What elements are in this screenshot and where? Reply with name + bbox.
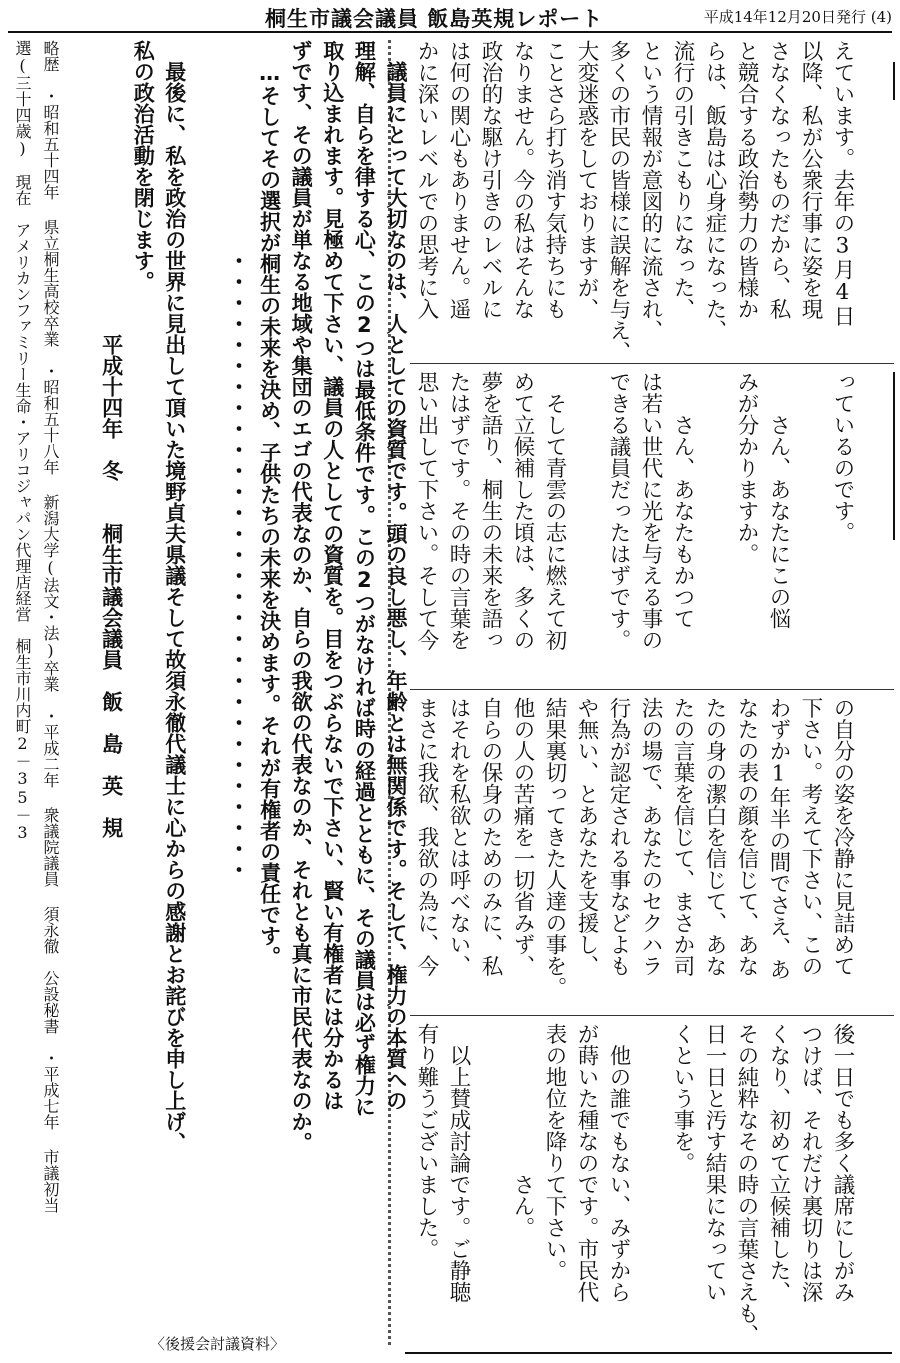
text-line: まさに我欲、我欲の為に、今: [414, 697, 439, 977]
text-line: そして青雲の志に燃えて初: [542, 371, 567, 651]
block-separator: [410, 363, 894, 364]
text-line: めて立候補した頃は、多くの: [510, 371, 535, 651]
text-line: [634, 1023, 666, 1348]
closing-line: ・・・・・・・・・・・・・・・・・・・・・・・・・・・・・・: [225, 40, 250, 880]
text-line: っているのです。: [830, 371, 855, 543]
text-line: 有り難うございました。: [414, 1023, 439, 1260]
text-line: その純粋なその時の言葉さえも、: [734, 1023, 759, 1346]
text-line: くという事を。: [670, 1023, 695, 1174]
closing-line: 平成十四年 冬 桐生市議会議員 飯 島 英 規: [99, 40, 124, 838]
text-line: はそれを私欲とは呼べない、: [446, 697, 471, 977]
biography: [8, 40, 64, 1330]
text-line: 政治的な駆け引きのレベルに: [478, 40, 503, 320]
text-line: 行為が認定される事などよも: [606, 697, 631, 977]
text-line: ことさら打ち消す気持ちにも: [542, 40, 567, 320]
text-line: つけば、それだけ裏切りは深: [798, 1023, 823, 1303]
text-line: が蒔いた種なのです。市民代: [574, 1023, 599, 1303]
text-line: できる議員だったはずです。: [606, 371, 631, 651]
closing-line: ずです、その議員が単なる地域や集団のエゴの代表なのか、自らの我欲の代表なのか、それとも真に市民代表なのか。: [289, 40, 314, 1153]
text-line: は若い世代に光を与える事の: [638, 371, 663, 651]
closing-line: 私の政治活動を閉じます。: [131, 40, 156, 292]
text-line: [474, 1023, 506, 1348]
text-line: わずか1年半の間でさえ、あ: [766, 697, 791, 980]
text-line: 他の誰でもない、みずから: [606, 1023, 631, 1303]
text-line: 法の場で、あなたのセクハラ: [638, 697, 663, 977]
text-line: さん、あなたにこの悩: [766, 371, 791, 629]
report-title: 桐生市議会議員 飯島英規レポート: [265, 7, 604, 31]
text-line: 以降、私が公衆行事に姿を現: [798, 40, 823, 320]
text-block-a: [410, 40, 858, 363]
closing-line: 議員にとって大切なのは、人としての資質です。頭の良し悪し、年齢とは無関係です。そして、権力の本質への: [383, 40, 408, 1111]
text-line: 大変迷惑をしておりますが、: [574, 40, 599, 320]
text-line: 思い出して下さい。そして今: [414, 371, 439, 651]
closing-line: 最後に、私を政治の世界に見出して頂いた境野貞夫県議そして故須永徹代議士に心からの感謝とお詫びを申し上げ、: [162, 40, 187, 1153]
closing-message: [95, 40, 411, 1345]
text-line: なたの表の顔を信じて、あな: [734, 697, 759, 977]
issue-date: 平成14年12月20日発行 (4): [703, 8, 892, 26]
side-mark: [893, 62, 895, 100]
text-line: 多くの市民の皆様に誤解を与え、: [606, 40, 631, 363]
text-line: 下さい。考えて下さい、この: [798, 697, 823, 977]
bio-line: 選(三十四歳) 現在 アメリカンファミリー生命・アリコジャパン代理店経営 桐生市川内町2－35－3: [13, 40, 32, 842]
text-block-d: [410, 1023, 858, 1348]
text-line: たはずです。その時の言葉を: [446, 371, 471, 651]
closing-line: [190, 40, 222, 1345]
header-rule: [8, 31, 892, 33]
closing-line: 理解、自らを律する心、この2つは最低条件です。この2つがなければ時の経過とともに、その議員は必ず権力に: [352, 40, 377, 1117]
text-block-c: [410, 697, 858, 1007]
text-line: 他の人の苦痛を一切省みず、: [510, 697, 535, 977]
text-line: えています。去年の3月4日: [830, 40, 855, 327]
block-separator: [410, 1015, 894, 1016]
text-line: [698, 371, 730, 681]
text-line: くなり、初めて立候補した、: [766, 1023, 791, 1303]
footer-rule: [405, 1352, 892, 1354]
text-line: 以上賛成討論です。ご静聴: [446, 1023, 471, 1303]
text-block-b: [410, 371, 858, 681]
block-separator: [410, 689, 894, 690]
side-mark: [893, 372, 895, 540]
text-line: 自らの保身のためのみに、私: [478, 697, 503, 977]
text-line: 表の地位を降りて下さい。: [542, 1023, 567, 1281]
text-line: の自分の姿を冷静に見詰めて: [830, 697, 855, 977]
text-line: と競合する政治勢力の皆様か: [734, 40, 759, 320]
bio-line: 略歴 ・昭和五十四年 県立桐生高校卒業 ・昭和五十八年 新潟大学(法文・法)卒業 ・平成二年 衆議院議員 須永徹 公設秘書 ・平成七年 市議初当: [41, 40, 60, 1213]
text-line: 後一日でも多く議席にしがみ: [830, 1023, 855, 1303]
text-line: さん、あなたもかつて: [670, 371, 695, 629]
closing-line: …そしてその選択が桐生の未来を決め、子供たちの未来を決めます。それが有権者の責任です。: [257, 40, 282, 967]
text-line: は何の関心もありません。遥: [446, 40, 471, 320]
text-line: さなくなったものだから、私: [766, 40, 791, 320]
text-line: なりません。今の私はそんな: [510, 40, 535, 320]
caption: 〈後援会討議資料〉: [150, 1335, 286, 1353]
text-line: みが分かりますか。: [734, 371, 759, 565]
text-line: かに深いレベルでの思考に入: [414, 40, 439, 320]
text-line: や無い、とあなたを支援し、: [574, 697, 599, 977]
text-line: らは、飯島は心身症になった、: [702, 40, 727, 341]
closing-line: 取り込まれます。見極めて下さい、議員の人としての資質を。目をつぶらないで下さい、賢い有権者には分かるは: [320, 40, 345, 1111]
text-line: という情報が意図的に流され、: [638, 40, 663, 341]
text-line: 結果裏切ってきた人達の事を。: [542, 697, 567, 998]
text-line: 流行の引きこもりになった、: [670, 40, 695, 320]
text-line: [570, 371, 602, 681]
text-line: [794, 371, 826, 681]
text-line: たの言葉を信じて、まさか司: [670, 697, 695, 977]
text-line: 夢を語り、桐生の未来を語っ: [478, 371, 503, 651]
text-line: 日一日と汚す結果になってい: [702, 1023, 727, 1303]
text-line: たの身の潔白を信じて、あな: [702, 697, 727, 977]
text-line: さん。: [510, 1023, 535, 1238]
